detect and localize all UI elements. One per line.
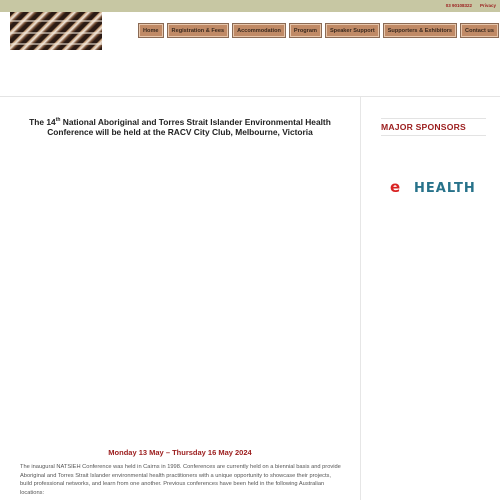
- nav-registration-fees[interactable]: Registration & Fees: [167, 23, 230, 38]
- header-divider: [0, 96, 500, 97]
- sponsors-heading: MAJOR SPONSORS: [381, 122, 466, 132]
- nav-supporters-exhibitors[interactable]: Supporters & Exhibitors: [383, 23, 457, 38]
- top-bar: [0, 0, 500, 12]
- enhealth-logo-mark: e: [390, 178, 401, 195]
- conference-dates: Monday 13 May – Thursday 16 May 2024: [108, 448, 252, 457]
- intro-paragraph: The inaugural NATSIEH Conference was held in Cairns in 1998. Conferences are currently held on a biennial basis and provide Aboriginal and Torres Strait Islander environmental health practitioners with a unique opportunity to showcase their projects, build professional networks, and learn from one another. Previous conferences have been held in the following Australian locations:: [20, 464, 341, 496]
- page-title: The 14th National Aboriginal and Torres Strait Islander Environmental Health Conference will be held at the RACV City Club, Melbourne, Victoria: [29, 117, 331, 137]
- nav-home[interactable]: Home: [138, 23, 164, 38]
- main-nav: [138, 23, 499, 38]
- top-links: [446, 3, 496, 8]
- phone-link[interactable]: 03 90108322: [445, 3, 472, 8]
- enhealth-logo-word: HEALTH: [414, 181, 476, 195]
- sponsor-rule-top: [381, 118, 486, 119]
- enhealth-logo[interactable]: [390, 175, 480, 195]
- privacy-link[interactable]: Privacy: [479, 3, 496, 8]
- nav-speaker-support[interactable]: Speaker Support: [325, 23, 380, 38]
- nav-program[interactable]: Program: [289, 23, 322, 38]
- nav-contact-us[interactable]: Contact us: [460, 23, 499, 38]
- sponsor-rule-bottom: [381, 135, 486, 136]
- nav-accommodation[interactable]: Accommodation: [232, 23, 286, 38]
- column-divider: [360, 97, 361, 500]
- site-logo[interactable]: [10, 12, 102, 50]
